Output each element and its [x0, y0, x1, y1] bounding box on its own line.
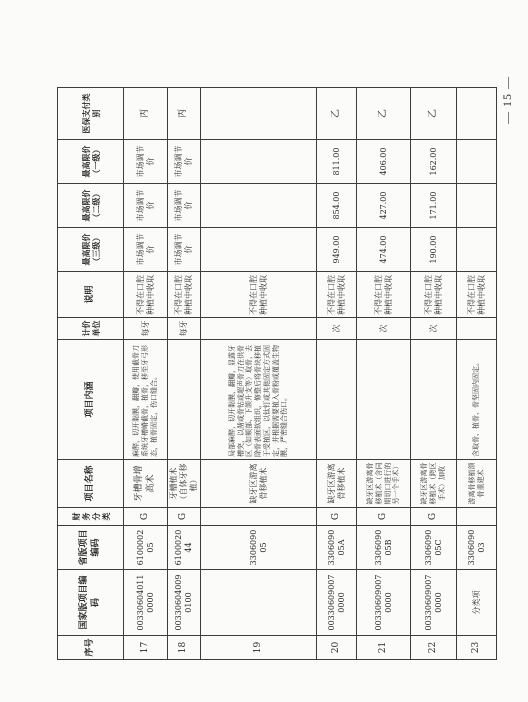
table-row [124, 88, 168, 660]
cell-note: 不得在口腔种植中收取 [168, 272, 201, 318]
table-row [201, 88, 317, 660]
table-row [357, 88, 411, 660]
cell-unit: 次 [411, 318, 457, 340]
header-insurance: 医保支付类别 [58, 88, 124, 140]
cell-price1: 市场调节价 [168, 140, 201, 184]
cell-name: 缺牙区游离骨移植术 [317, 460, 357, 508]
cell-name: 缺牙区游离骨移植术（含同期切口进行的另一个手术） [357, 460, 411, 508]
cell-price2: 427.00 [357, 184, 411, 228]
cell-unit: 每牙 [124, 318, 168, 340]
cell-unit [201, 318, 317, 340]
header-note: 说明 [58, 272, 124, 318]
table-header-row [58, 88, 124, 660]
cell-seq: 21 [357, 636, 411, 660]
table-row [411, 88, 457, 660]
cell-content: 麻醉，切开黏膜，翻瓣，使用截骨刀系统牙槽嵴截骨，植骨，移至牙弓形态，植骨固定，伤口缝合。 [124, 340, 168, 460]
cell-finance-class [457, 508, 497, 526]
cell-price3: 市场调节价 [168, 228, 201, 272]
header-national-code: 国家版项目编码 [58, 570, 124, 636]
header-price3: 最高限价（三级） [58, 228, 124, 272]
cell-provincial-code: 610002044 [168, 526, 201, 570]
cell-price1 [201, 140, 317, 184]
cell-finance-class [201, 508, 317, 526]
cell-price1: 811.00 [317, 140, 357, 184]
cell-content [168, 340, 201, 460]
cell-note: 不得在口腔种植中收取 [124, 272, 168, 318]
cell-national-code: 003306040090100 [168, 570, 201, 636]
header-price1: 最高限价（一级） [58, 140, 124, 184]
cell-unit: 次 [317, 318, 357, 340]
cell-price3: 市场调节价 [124, 228, 168, 272]
page-number: — 15 — [500, 76, 514, 124]
cell-content: 含取骨、植骨、骨坚固内固定。 [457, 340, 497, 460]
cell-seq: 20 [317, 636, 357, 660]
cell-content [317, 340, 357, 460]
cell-name: 缺牙区游离骨移植术（跨区手术）加收 [411, 460, 457, 508]
cell-national-code: 003306040110000 [124, 570, 168, 636]
cell-price3 [457, 228, 497, 272]
cell-unit [457, 318, 497, 340]
cell-name: 游离骨移植颌骨重建术 [457, 460, 497, 508]
header-provincial-code: 省版项目编码 [58, 526, 124, 570]
cell-price3 [201, 228, 317, 272]
cell-price2 [201, 184, 317, 228]
cell-seq: 22 [411, 636, 457, 660]
cell-provincial-code: 330609005A [317, 526, 357, 570]
header-finance-class: 财务分类 [58, 508, 124, 526]
cell-insurance [457, 88, 497, 140]
cell-insurance: 乙 [317, 88, 357, 140]
cell-price3: 190.00 [411, 228, 457, 272]
cell-provincial-code: 610000205 [124, 526, 168, 570]
cell-insurance: 乙 [357, 88, 411, 140]
cell-national-code [201, 570, 317, 636]
cell-finance-class: G [317, 508, 357, 526]
cell-insurance: 乙 [411, 88, 457, 140]
cell-note: 不得在口腔种植中收取 [357, 272, 411, 318]
header-content: 项目内涵 [58, 340, 124, 460]
cell-seq: 23 [457, 636, 497, 660]
cell-national-code: 003306090070000 [357, 570, 411, 636]
cell-price2: 854.00 [317, 184, 357, 228]
cell-seq: 19 [201, 636, 317, 660]
cell-national-code: 003306090070000 [411, 570, 457, 636]
cell-price3: 949.00 [317, 228, 357, 272]
cell-provincial-code: 330609005C [411, 526, 457, 570]
cell-price2 [457, 184, 497, 228]
cell-finance-class: G [411, 508, 457, 526]
cell-content [411, 340, 457, 460]
table-row [317, 88, 357, 660]
cell-note: 不得在口腔种植中收取 [457, 272, 497, 318]
cell-content: 局部麻醉，切开黏膜，翻瓣，显露牙槽突，以凿或骨钻或超声骨刀在供骨区（如颏部、下颌升支等）取骨，去除骨表面软组织，修整后将骨块移植于受植区，以钛钉或其他固定方式固定，并根据需要植入骨粉或覆盖生物膜，严密缝合伤口。 [201, 340, 317, 460]
cell-note: 不得在口腔种植中收取 [201, 272, 317, 318]
cell-provincial-code: 330609005 [201, 526, 317, 570]
cell-insurance: 丙 [168, 88, 201, 140]
cell-finance-class: G [357, 508, 411, 526]
cell-seq: 17 [124, 636, 168, 660]
cell-content [357, 340, 411, 460]
cell-price3: 474.00 [357, 228, 411, 272]
cell-seq: 18 [168, 636, 201, 660]
cell-national-code: 003306090070000 [317, 570, 357, 636]
cell-name: 牙槽植术（自体牙移植） [168, 460, 201, 508]
header-name: 项目名称 [58, 460, 124, 508]
pricing-table [57, 87, 497, 660]
cell-note: 不得在口腔种植中收取 [317, 272, 357, 318]
cell-finance-class: G [168, 508, 201, 526]
table-row [457, 88, 497, 660]
cell-unit: 次 [357, 318, 411, 340]
cell-unit: 每牙 [168, 318, 201, 340]
cell-price1: 162.00 [411, 140, 457, 184]
cell-name: 缺牙区游离骨移植术 [201, 460, 317, 508]
header-price2: 最高限价（二级） [58, 184, 124, 228]
header-seq: 序号 [58, 636, 124, 660]
cell-price1: 406.00 [357, 140, 411, 184]
cell-price1 [457, 140, 497, 184]
cell-price2: 市场调节价 [168, 184, 201, 228]
cell-price1: 市场调节价 [124, 140, 168, 184]
cell-insurance [201, 88, 317, 140]
cell-provincial-code: 330609003 [457, 526, 497, 570]
cell-insurance: 丙 [124, 88, 168, 140]
header-unit: 计价单位 [58, 318, 124, 340]
cell-provincial-code: 330609005B [357, 526, 411, 570]
cell-finance-class: G [124, 508, 168, 526]
cell-name: 牙槽骨增高术 [124, 460, 168, 508]
cell-national-code: 分类项 [457, 570, 497, 636]
cell-note: 不得在口腔种植中收取 [411, 272, 457, 318]
cell-price2: 市场调节价 [124, 184, 168, 228]
table-row [168, 88, 201, 660]
cell-price2: 171.00 [411, 184, 457, 228]
